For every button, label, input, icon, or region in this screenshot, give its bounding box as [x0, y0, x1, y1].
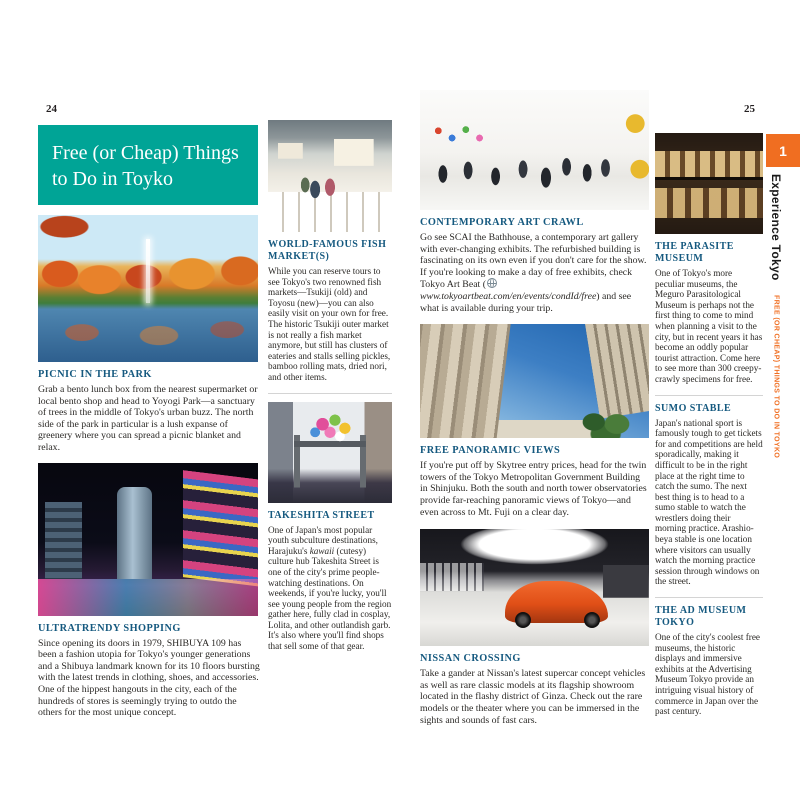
left-page-side-column: [268, 120, 392, 652]
takeshita-body: [268, 525, 392, 652]
sports-car-shape: [505, 581, 608, 623]
nissan-section: [420, 653, 649, 726]
tower-left-shape: [420, 324, 510, 438]
picnic-heading: PICNIC IN THE PARK: [38, 369, 152, 380]
parasite-body: One of Tokyo's more peculiar museums, the Meguro Parasitological Museum is perhaps not the first thing to come to mind when planning a visit to the city, but in recent years it has become an oddly popular tourist attraction. Come here to see more than 300 creepy-crawly specimens for free.: [655, 268, 763, 384]
tsukiji-market-photo: [268, 120, 392, 232]
takeshita-body-post: (cutesy) culture hub Takeshita Street is one of the city's prime people-watching destinations. On weekends, if you're lucky, you'll see young people from the region gather here, fully clad in cosplay, Lolita, and other outlandish garb. It's also where you'll find shops that sell some of that gear.: [268, 545, 392, 652]
art-body-post: ) and see what is available during your trip.: [420, 290, 632, 314]
shopping-section: [38, 623, 260, 719]
fish-section: [268, 239, 392, 383]
art-body-url: www.tokyoartbeat.com/en/events/condId/free: [420, 290, 597, 302]
right-page-main-column: [420, 90, 649, 726]
fountain-shape: [146, 239, 150, 304]
tower-right-shape: [585, 324, 649, 419]
metropolitan-towers-photo: [420, 324, 649, 438]
nissan-showroom-photo: [420, 529, 649, 646]
art-gallery-photo: [420, 90, 649, 210]
views-section: [420, 445, 649, 518]
parasite-heading: THE PARASITE MUSEUM: [655, 241, 734, 264]
sumo-section: [655, 403, 763, 588]
art-heading: CONTEMPORARY ART CRAWL: [420, 217, 584, 228]
section-divider: [655, 597, 763, 598]
section-divider: [268, 393, 392, 394]
left-page-main-column: [38, 125, 260, 719]
views-body: If you're put off by Skytree entry prices, head for the twin towers of the Tokyo Metropolitan Government Building in Shinjuku. Both the south and north tower observatories provide far-reaching panoramic views of Tokyo—and even across to Mt. Fuji on a clear day.: [420, 460, 647, 518]
right-page-side-column: [655, 133, 763, 717]
fish-body: While you can reserve tours to see Tokyo's two renowned fish markets—Tsukiji (old) and Toyosu (new)—you can also easily visit on your own for free. The historic Tsukiji outer market is not really a fish market anymore, but still has clusters of eateries and stalls selling pickles, bamboo rolling mats, dried nori, and other items.: [268, 266, 391, 382]
views-heading: FREE PANORAMIC VIEWS: [420, 445, 561, 457]
art-body-pre: Go see SCAI the Bathhouse, a contemporary art gallery with ever-changing exhibits. The refurbished building is fascinating on its own even if you don't care for the show. If you're looking to make a day of free exhibits, check Tokyo Art Beat (: [420, 232, 647, 291]
parasite-specimens-photo: [655, 133, 763, 234]
picnic-section: [38, 369, 260, 454]
tree-shape: [574, 406, 640, 438]
takeshita-street-photo: [268, 402, 392, 503]
chapter-number: 1: [779, 142, 787, 159]
art-body: [420, 232, 649, 314]
neon-buildings-left-shape: [45, 502, 82, 579]
page-number-left: 24: [46, 103, 57, 115]
chapter-label: Experience Tokyo: [769, 174, 783, 281]
sumo-body: Japan's national sport is famously tough to get tickets for and competitions are held sporadically, making it difficult to be in the right place at the right time to catch the sumo. The next best thing is to head to a sumo stable to watch the wrestlers doing their morning practice. Arashio-beya stable is one location where visitors can usually watch the morning practice session through windows on the street.: [655, 417, 763, 587]
fish-heading: WORLD-FAMOUS FISH MARKET(S): [268, 239, 387, 262]
section-title-banner: [38, 125, 258, 205]
sumo-heading: SUMO STABLE: [655, 402, 732, 414]
shopping-body: Since opening its doors in 1979, SHIBUYA 109 has been a fashion utopia for Tokyo's younger generations and a Shibuya landmark known for its 10 floors bursting with the latest trends in clothing, shoes, and accessories. One of the hippest hangouts in the city, each of the hundreds of stores is seemingly trying to outdo the others for the most unique concept.: [38, 637, 260, 719]
nissan-body: Take a gander at Nissan's latest supercar concept vehicles as well as rare classic models at its flagship showroom located in the flashy district of Ginza. Check out the rare models or the theater where you can be immersed in the sights and sounds of fast cars.: [420, 668, 646, 726]
page-number-right: 25: [744, 103, 755, 115]
admuseum-section: [655, 605, 763, 717]
shibuya-109-tower-shape: [117, 487, 152, 579]
section-divider: [655, 395, 763, 396]
admuseum-body: One of the city's coolest free museums, the historic displays and immersive exhibits at the Advertising Museum Tokyo provide an intriguing visual history of commerce in Japan over the past century.: [655, 632, 760, 717]
art-section: [420, 217, 649, 314]
parasite-section: [655, 241, 763, 385]
section-title-line2: to Do in Toyko: [52, 168, 174, 190]
street-glow-shape: [38, 579, 258, 616]
web-icon: [487, 278, 497, 288]
nissan-heading: NISSAN CROSSING: [420, 653, 521, 665]
chapter-tab: [766, 134, 800, 167]
takeshita-heading: TAKESHITA STREET: [268, 509, 375, 521]
section-label: FREE (OR CHEAP) THINGS TO DO IN TOYKO: [772, 294, 780, 458]
takeshita-section: [268, 510, 392, 652]
yoyogi-park-photo: [38, 215, 258, 362]
admuseum-heading: THE AD MUSEUM TOKYO: [655, 605, 747, 629]
shibuya-crossing-photo: [38, 463, 258, 616]
picnic-body: Grab a bento lunch box from the nearest supermarket or local bento shop and head to Yoyogi Park—a sanctuary of trees in the middle of Tokyo's urban buzz. The north side of the park in particular is a lush expanse of greenery where you can spread a picnic blanket and relax.: [38, 384, 258, 453]
takeshita-body-italic: kawaii: [309, 545, 335, 556]
sidebar-vertical-labels: [769, 174, 783, 774]
takeshita-body-pre: One of Japan's most popular youth subculture destinations, Harajuku's: [268, 524, 378, 556]
shopping-heading: ULTRATRENDY SHOPPING: [38, 622, 181, 634]
section-title-line1: Free (or Cheap) Things: [52, 142, 239, 164]
neon-buildings-right-shape: [183, 470, 258, 587]
